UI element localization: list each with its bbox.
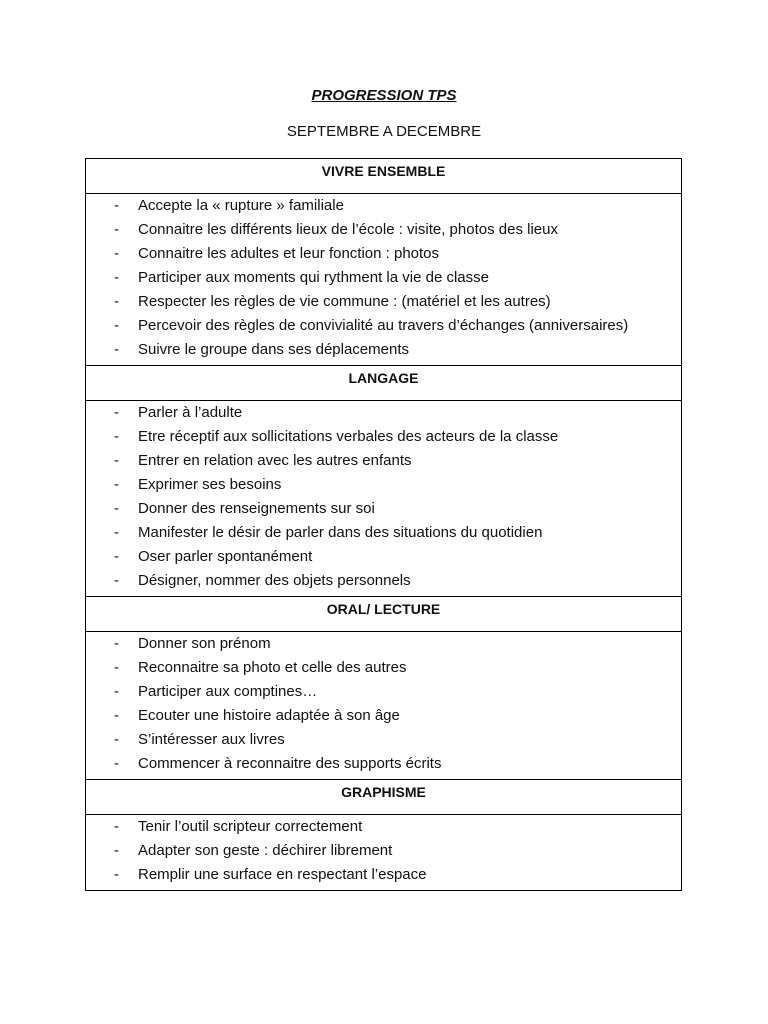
bullet-dash: - bbox=[114, 293, 119, 310]
bullet-dash: - bbox=[114, 428, 119, 445]
bullet-dash: - bbox=[114, 341, 119, 358]
item-text: Etre réceptif aux sollicitations verbales des acteurs de la classe bbox=[138, 428, 559, 445]
bullet-dash: - bbox=[114, 221, 119, 238]
list-item bbox=[86, 404, 681, 428]
bullet-dash: - bbox=[114, 269, 119, 286]
bullet-dash: - bbox=[114, 707, 119, 724]
bullet-dash: - bbox=[114, 818, 119, 835]
item-text: Ecouter une histoire adaptée à son âge bbox=[138, 707, 400, 724]
list-item bbox=[86, 293, 681, 317]
list-item bbox=[86, 731, 681, 755]
bullet-dash: - bbox=[114, 197, 119, 214]
bullet-dash: - bbox=[114, 842, 119, 859]
list-item bbox=[86, 476, 681, 500]
item-text: Adapter son geste : déchirer librement bbox=[138, 842, 393, 859]
section-header-vivre-ensemble: VIVRE ENSEMBLE bbox=[86, 159, 681, 194]
bullet-dash: - bbox=[114, 866, 119, 883]
list-item bbox=[86, 659, 681, 683]
item-text: Connaitre les différents lieux de l’école : visite, photos des lieux bbox=[138, 221, 558, 238]
progression-table bbox=[85, 158, 682, 891]
bullet-dash: - bbox=[114, 548, 119, 565]
list-item bbox=[86, 635, 681, 659]
list-item bbox=[86, 269, 681, 293]
section-header-langage: LANGAGE bbox=[86, 366, 681, 401]
bullet-dash: - bbox=[114, 731, 119, 748]
section-body-langage bbox=[86, 401, 681, 597]
section-body-oral-lecture bbox=[86, 632, 681, 780]
list-item bbox=[86, 452, 681, 476]
section-header-oral-lecture: ORAL/ LECTURE bbox=[86, 597, 681, 632]
item-text: Participer aux moments qui rythment la vie de classe bbox=[138, 269, 489, 286]
item-text: Oser parler spontanément bbox=[138, 548, 313, 565]
item-text: Commencer à reconnaitre des supports écrits bbox=[138, 755, 442, 772]
item-text: Connaitre les adultes et leur fonction : photos bbox=[138, 245, 440, 262]
item-text: Parler à l’adulte bbox=[138, 404, 243, 421]
list-item bbox=[86, 500, 681, 524]
item-text: Donner son prénom bbox=[138, 635, 271, 652]
doc-subtitle: SEPTEMBRE A DECEMBRE bbox=[286, 123, 482, 140]
section-body-graphisme bbox=[86, 815, 681, 891]
doc-title: PROGRESSION TPS bbox=[311, 87, 457, 104]
bullet-dash: - bbox=[114, 635, 119, 652]
bullet-dash: - bbox=[114, 404, 119, 421]
item-text: Exprimer ses besoins bbox=[138, 476, 282, 493]
item-text: Entrer en relation avec les autres enfants bbox=[138, 452, 412, 469]
list-item bbox=[86, 524, 681, 548]
item-text: Remplir une surface en respectant l’espace bbox=[138, 866, 427, 883]
list-item bbox=[86, 317, 681, 341]
list-item bbox=[86, 197, 681, 221]
item-text: Reconnaitre sa photo et celle des autres bbox=[138, 659, 407, 676]
list-item bbox=[86, 842, 681, 866]
list-item bbox=[86, 341, 681, 365]
item-text: Respecter les règles de vie commune : (matériel et les autres) bbox=[138, 293, 551, 310]
section-body-vivre-ensemble bbox=[86, 194, 681, 366]
item-text: Manifester le désir de parler dans des situations du quotidien bbox=[138, 524, 543, 541]
section-header-graphisme: GRAPHISME bbox=[86, 780, 681, 815]
list-item bbox=[86, 428, 681, 452]
list-item bbox=[86, 548, 681, 572]
item-text: S’intéresser aux livres bbox=[138, 731, 285, 748]
item-text: Accepte la « rupture » familiale bbox=[138, 197, 344, 214]
item-text: Tenir l’outil scripteur correctement bbox=[138, 818, 363, 835]
list-item bbox=[86, 818, 681, 842]
list-item bbox=[86, 707, 681, 731]
item-text: Désigner, nommer des objets personnels bbox=[138, 572, 411, 589]
item-text: Participer aux comptines… bbox=[138, 683, 318, 700]
bullet-dash: - bbox=[114, 452, 119, 469]
item-text: Donner des renseignements sur soi bbox=[138, 500, 375, 517]
bullet-dash: - bbox=[114, 245, 119, 262]
bullet-dash: - bbox=[114, 659, 119, 676]
bullet-dash: - bbox=[114, 683, 119, 700]
bullet-dash: - bbox=[114, 572, 119, 589]
list-item bbox=[86, 221, 681, 245]
list-item bbox=[86, 683, 681, 707]
list-item bbox=[86, 866, 681, 890]
bullet-dash: - bbox=[114, 755, 119, 772]
item-text: Suivre le groupe dans ses déplacements bbox=[138, 341, 409, 358]
bullet-dash: - bbox=[114, 524, 119, 541]
item-text: Percevoir des règles de convivialité au travers d’échanges (anniversaires) bbox=[138, 317, 629, 334]
bullet-dash: - bbox=[114, 317, 119, 334]
list-item bbox=[86, 245, 681, 269]
list-item bbox=[86, 755, 681, 779]
list-item bbox=[86, 572, 681, 596]
bullet-dash: - bbox=[114, 476, 119, 493]
bullet-dash: - bbox=[114, 500, 119, 517]
